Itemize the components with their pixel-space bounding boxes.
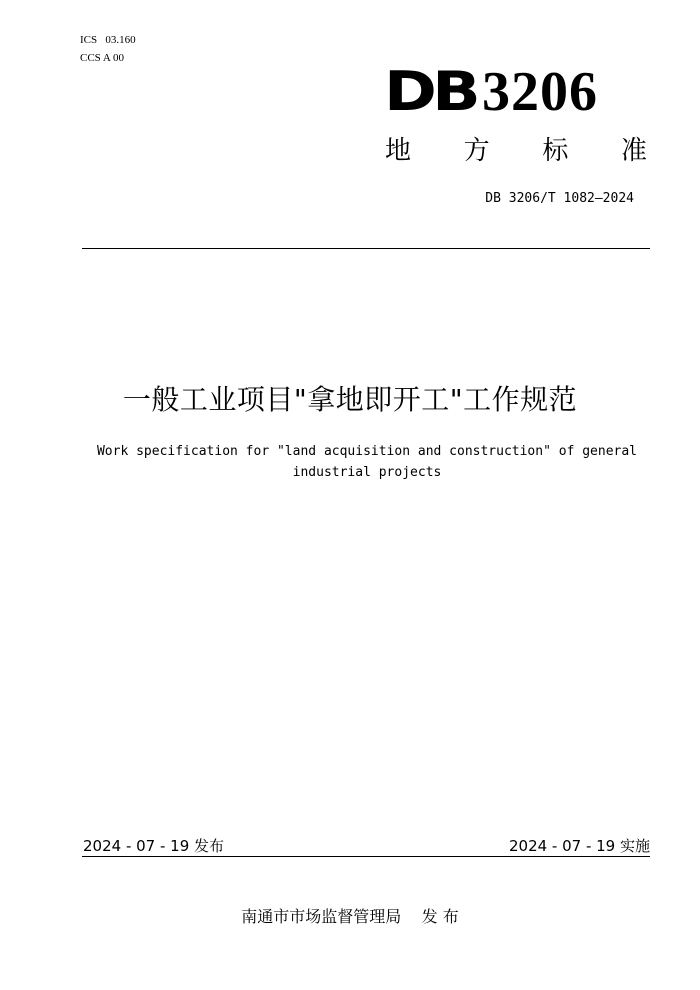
standard-type-char: 标 <box>542 136 569 166</box>
title-chinese: 一般工业项目"拿地即开工"工作规范 <box>122 383 578 416</box>
db-standard-logo <box>383 60 598 123</box>
implementation-date: 2024 - 07 - 19 实施 <box>508 837 650 855</box>
issue-date: 2024 - 07 - 19 发布 <box>83 837 225 855</box>
standard-type-char: 准 <box>620 136 647 166</box>
top-divider <box>82 248 650 249</box>
title-english: Work specification for "land acquisition and construction" of general industrial projects <box>96 444 638 480</box>
db-logo-letters: DB <box>383 60 476 123</box>
ccs-code: CCS A 00 <box>80 52 125 64</box>
db-logo-number: 3206 <box>482 61 598 123</box>
standard-type-label <box>385 133 647 169</box>
standard-type-char: 方 <box>463 136 490 166</box>
standard-type-char: 地 <box>385 136 412 166</box>
standard-code: DB 3206/T 1082—2024 <box>485 191 634 206</box>
publisher: 南通市市场监督管理局 发 布 <box>241 907 459 926</box>
bottom-divider <box>82 856 650 857</box>
ics-code: ICS 03.160 <box>80 34 136 46</box>
